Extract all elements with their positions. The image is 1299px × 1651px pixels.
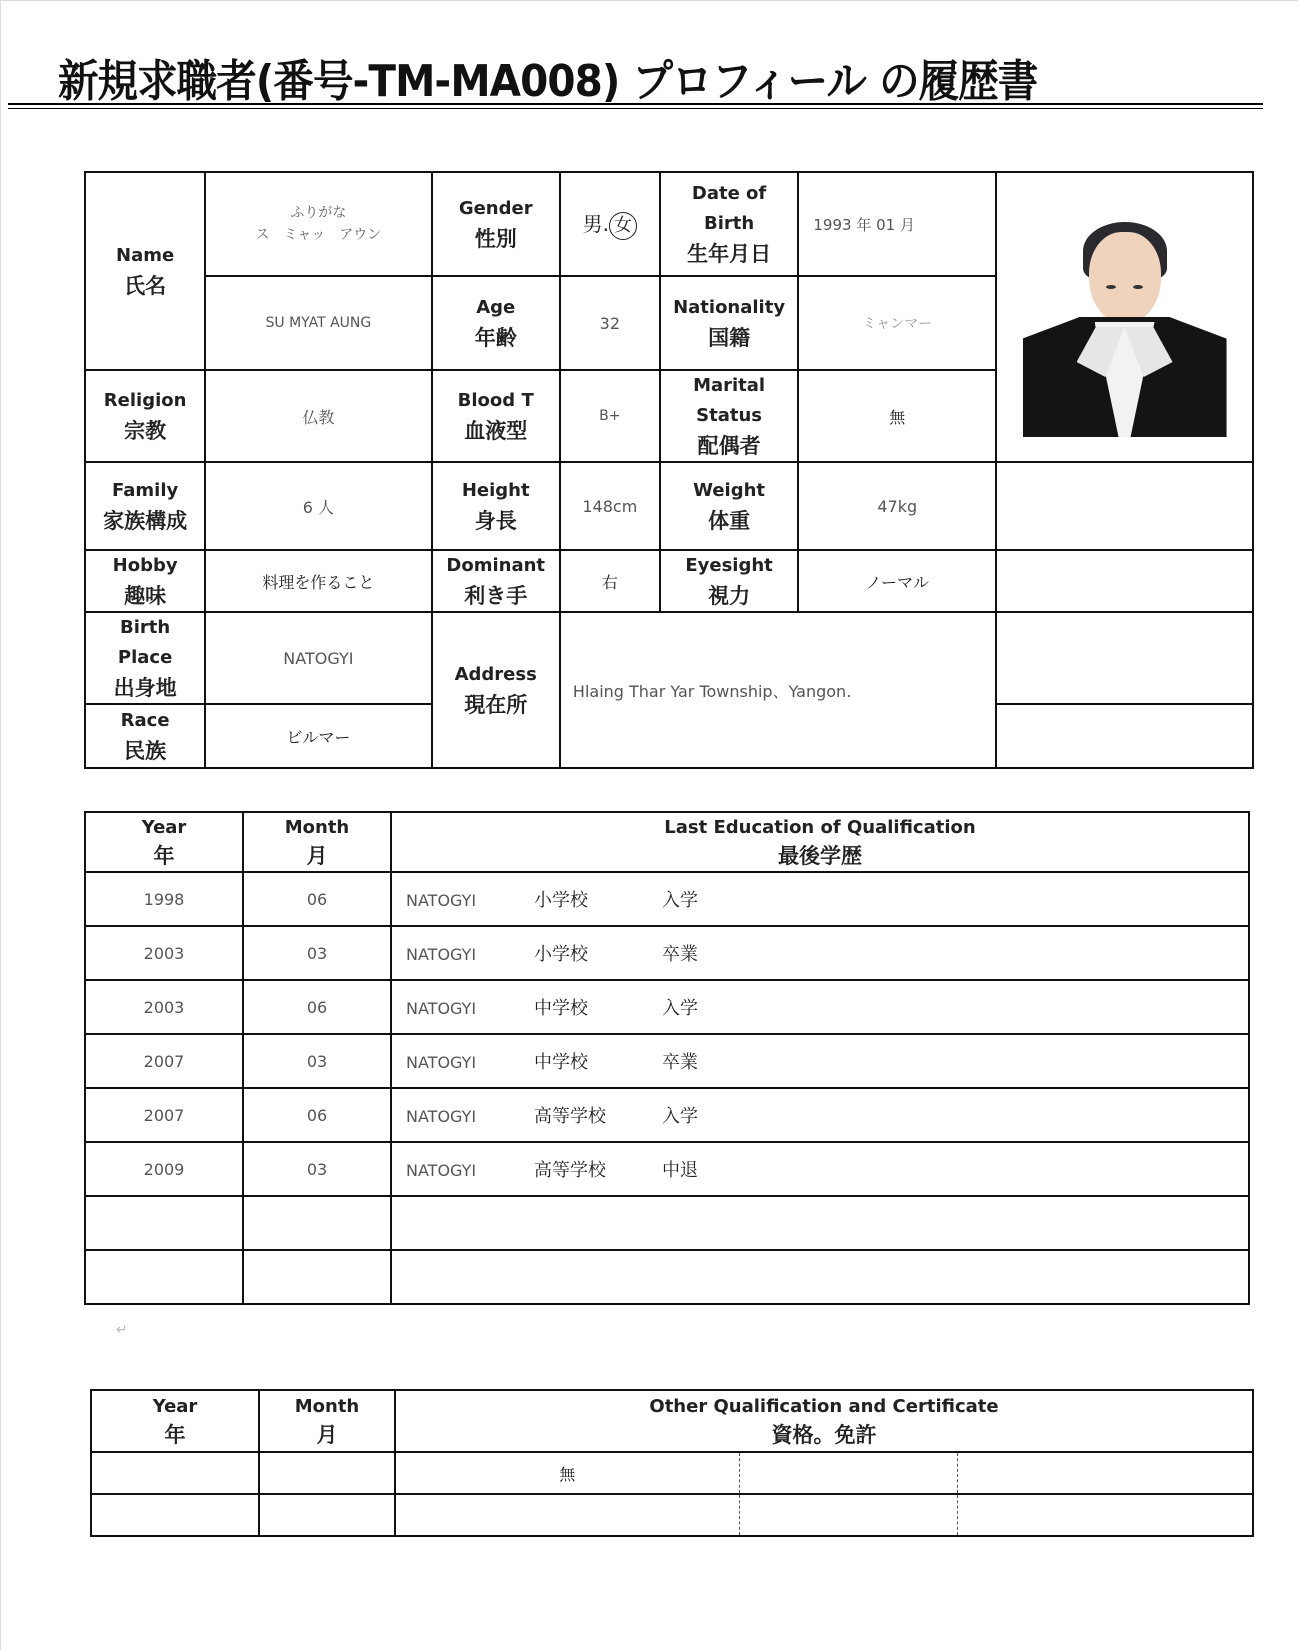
- education-year[interactable]: [85, 1250, 243, 1304]
- paragraph-mark: ↵: [116, 1322, 128, 1338]
- education-school: NATOGYI: [406, 1053, 477, 1072]
- eyesight-value[interactable]: ノーマル: [798, 550, 996, 612]
- qualification-extra-cell[interactable]: [739, 1494, 957, 1536]
- education-month[interactable]: 03: [243, 1034, 391, 1088]
- education-year[interactable]: 2007: [85, 1088, 243, 1142]
- title-underline: [8, 103, 1263, 105]
- race-label: Race 民族: [85, 704, 205, 768]
- qualification-table: [90, 1389, 1254, 1537]
- education-month-header: Month 月: [243, 812, 391, 872]
- education-school: NATOGYI: [406, 999, 477, 1018]
- education-year[interactable]: 2009: [85, 1142, 243, 1196]
- education-table: [84, 811, 1250, 1305]
- weight-label: Weight 体重: [660, 462, 799, 550]
- race-value[interactable]: ビルマー: [205, 704, 431, 768]
- weight-value[interactable]: 47kg: [798, 462, 996, 550]
- education-year[interactable]: 1998: [85, 872, 243, 926]
- qualification-extra-cell[interactable]: [739, 1452, 957, 1494]
- blood-type-value[interactable]: B+: [560, 370, 660, 462]
- education-month[interactable]: [243, 1250, 391, 1304]
- education-year-header: Year 年: [85, 812, 243, 872]
- education-row: [85, 1142, 1249, 1196]
- age-label: Age 年齢: [432, 276, 560, 370]
- qualification-row: [91, 1494, 1253, 1536]
- qualification-entry[interactable]: 無: [395, 1452, 739, 1494]
- education-year[interactable]: [85, 1196, 243, 1250]
- education-row: [85, 980, 1249, 1034]
- education-row: [85, 1034, 1249, 1088]
- name-label: Name 氏名: [85, 172, 205, 370]
- gender-value[interactable]: 男. 女: [560, 172, 660, 276]
- qualification-year[interactable]: [91, 1452, 259, 1494]
- education-month[interactable]: [243, 1196, 391, 1250]
- marital-status-value[interactable]: 無: [798, 370, 996, 462]
- furigana-label: ふりがな: [290, 205, 347, 221]
- qualification-extra-cell[interactable]: [957, 1494, 1253, 1536]
- age-value[interactable]: 32: [560, 276, 660, 370]
- qualification-extra-cell[interactable]: [957, 1452, 1253, 1494]
- nationality-value[interactable]: ミャンマー: [798, 276, 996, 370]
- address-label: Address 現在所: [432, 612, 560, 768]
- education-school: NATOGYI: [406, 1107, 477, 1126]
- photo-cell: [996, 172, 1253, 462]
- blood-type-label: Blood T 血液型: [432, 370, 560, 462]
- empty-cell: [996, 550, 1253, 612]
- gender-male: 男: [582, 212, 603, 236]
- family-label: Family 家族構成: [85, 462, 205, 550]
- education-entry[interactable]: [391, 1088, 1249, 1142]
- applicant-photo: [1023, 197, 1227, 437]
- education-entry[interactable]: [391, 926, 1249, 980]
- education-month[interactable]: 06: [243, 872, 391, 926]
- education-month[interactable]: 06: [243, 980, 391, 1034]
- education-row: [85, 926, 1249, 980]
- religion-value[interactable]: 仏教: [205, 370, 431, 462]
- education-level: 高等学校: [534, 1106, 606, 1127]
- hobby-value[interactable]: 料理を作ること: [205, 550, 431, 612]
- dominant-hand-label: Dominant 利き手: [432, 550, 560, 612]
- education-entry[interactable]: [391, 1034, 1249, 1088]
- religion-label: Religion 宗教: [85, 370, 205, 462]
- education-entry[interactable]: [391, 1196, 1249, 1250]
- qualification-month-header: Month 月: [259, 1390, 395, 1452]
- education-school: NATOGYI: [406, 945, 477, 964]
- qualification-year[interactable]: [91, 1494, 259, 1536]
- document-title: 新規求職者(番号-TM-MA008) プロフィール の履歴書: [58, 56, 1038, 107]
- birth-place-value[interactable]: NATOGYI: [205, 612, 431, 704]
- education-status: 入学: [662, 890, 698, 911]
- empty-cell: [996, 612, 1253, 704]
- qualification-entry-header: Other Qualification and Certificate 資格。免許: [395, 1390, 1253, 1452]
- qualification-month[interactable]: [259, 1452, 395, 1494]
- education-status: 卒業: [662, 1052, 698, 1073]
- qualification-row: [91, 1452, 1253, 1494]
- personal-info-table: [84, 171, 1254, 769]
- furigana-value: ス ミャッ アウン: [255, 227, 382, 243]
- height-value[interactable]: 148cm: [560, 462, 660, 550]
- qualification-month[interactable]: [259, 1494, 395, 1536]
- education-year[interactable]: 2007: [85, 1034, 243, 1088]
- name-value[interactable]: SU MYAT AUNG: [205, 276, 431, 370]
- nationality-label: Nationality 国籍: [660, 276, 799, 370]
- education-row: [85, 872, 1249, 926]
- education-row: [85, 1250, 1249, 1304]
- education-row: [85, 1196, 1249, 1250]
- education-status: 卒業: [662, 944, 698, 965]
- education-level: 中学校: [534, 998, 588, 1019]
- furigana-field[interactable]: [205, 172, 431, 276]
- birth-place-label: Birth Place 出身地: [85, 612, 205, 704]
- address-value[interactable]: Hlaing Thar Yar Township、Yangon.: [560, 612, 996, 768]
- empty-cell: [996, 462, 1253, 550]
- family-value[interactable]: 6 人: [205, 462, 431, 550]
- education-level: 高等学校: [534, 1160, 606, 1181]
- education-level: 小学校: [534, 944, 588, 965]
- education-level: 中学校: [534, 1052, 588, 1073]
- hobby-label: Hobby 趣味: [85, 550, 205, 612]
- education-status: 入学: [662, 998, 698, 1019]
- education-year[interactable]: 2003: [85, 980, 243, 1034]
- education-school: NATOGYI: [406, 1161, 477, 1180]
- qualification-year-header: Year 年: [91, 1390, 259, 1452]
- education-entry[interactable]: [391, 872, 1249, 926]
- education-status: 中退: [662, 1160, 698, 1181]
- education-level: 小学校: [534, 890, 588, 911]
- education-school: NATOGYI: [406, 891, 477, 910]
- title-underline-thin: [8, 108, 1263, 109]
- eyesight-label: Eyesight 視力: [660, 550, 799, 612]
- education-entry[interactable]: [391, 980, 1249, 1034]
- dob-label: Date of Birth 生年月日: [660, 172, 799, 276]
- gender-female-circled: 女: [609, 212, 637, 240]
- education-entry[interactable]: [391, 1142, 1249, 1196]
- qualification-entry[interactable]: [395, 1494, 739, 1536]
- education-month[interactable]: 06: [243, 1088, 391, 1142]
- empty-cell: [996, 704, 1253, 768]
- education-year[interactable]: 2003: [85, 926, 243, 980]
- gender-label: Gender 性別: [432, 172, 560, 276]
- education-status: 入学: [662, 1106, 698, 1127]
- marital-status-label: Marital Status 配偶者: [660, 370, 799, 462]
- education-row: [85, 1088, 1249, 1142]
- education-entry[interactable]: [391, 1250, 1249, 1304]
- education-entry-header: Last Education of Qualification 最後学歴: [391, 812, 1249, 872]
- height-label: Height 身長: [432, 462, 560, 550]
- education-month[interactable]: 03: [243, 1142, 391, 1196]
- education-month[interactable]: 03: [243, 926, 391, 980]
- dominant-hand-value[interactable]: 右: [560, 550, 660, 612]
- dob-value[interactable]: 1993 年 01 月: [798, 172, 996, 276]
